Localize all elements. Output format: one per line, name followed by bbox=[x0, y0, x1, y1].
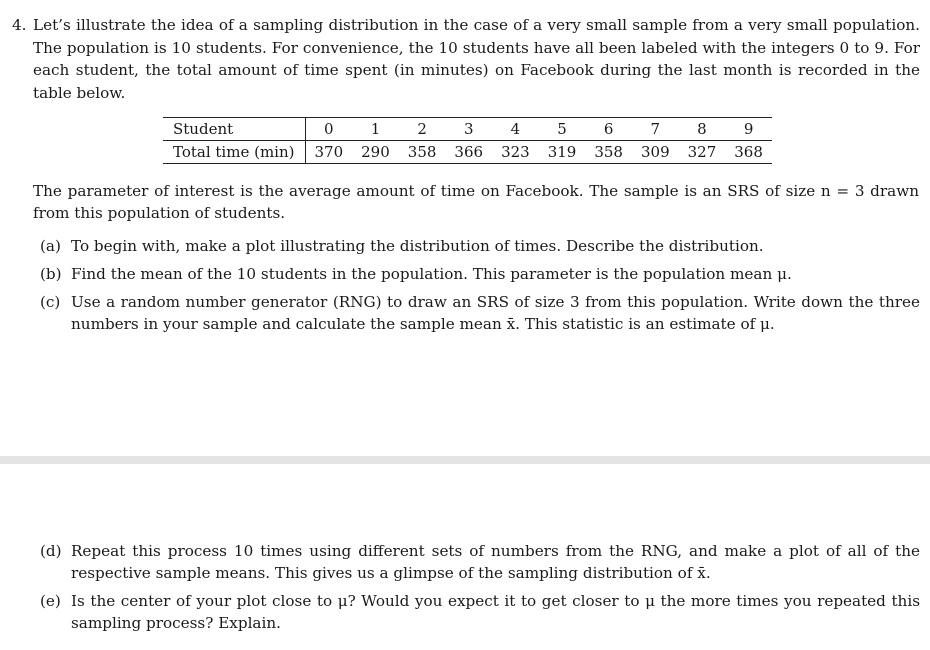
student-cell: 3 bbox=[445, 118, 492, 141]
part-label: (a) bbox=[40, 237, 61, 255]
time-cell: 319 bbox=[539, 141, 586, 164]
parameter-paragraph: The parameter of interest is the average amount of time on Facebook. The sample is an SRS of size n = 3 drawn from this population of students. bbox=[33, 182, 919, 222]
time-cell: 370 bbox=[305, 141, 352, 164]
part-label: (c) bbox=[40, 293, 61, 311]
part-label: (b) bbox=[40, 265, 62, 283]
table-row-time bbox=[163, 141, 772, 164]
student-cell: 4 bbox=[492, 118, 539, 141]
time-cell: 327 bbox=[679, 141, 726, 164]
part-text: Repeat this process 10 times using different sets of numbers from the RNG, and make a plot of all of the respective sample means. This gives us a glimpse of the sampling distribution of x̄. bbox=[71, 542, 920, 582]
student-cell: 8 bbox=[679, 118, 726, 141]
table-row-student bbox=[163, 118, 772, 141]
section-divider bbox=[0, 456, 930, 464]
student-cell: 0 bbox=[305, 118, 352, 141]
data-table bbox=[163, 117, 772, 164]
problem-number: 4. bbox=[12, 16, 27, 34]
time-cell: 290 bbox=[352, 141, 399, 164]
part-d bbox=[40, 540, 920, 584]
student-cell: 7 bbox=[632, 118, 679, 141]
time-cell: 358 bbox=[399, 141, 446, 164]
part-b bbox=[40, 263, 920, 285]
part-text: Is the center of your plot close to μ? Would you expect it to get closer to μ the more times you repeated this sampling process? Explain. bbox=[71, 592, 920, 632]
part-label: (e) bbox=[40, 592, 61, 610]
part-text: To begin with, make a plot illustrating the distribution of times. Describe the distribution. bbox=[71, 237, 764, 255]
part-label: (d) bbox=[40, 542, 62, 560]
time-cell: 358 bbox=[585, 141, 632, 164]
problem-text: Let’s illustrate the idea of a sampling distribution in the case of a very small sample from a very small population. The population is 10 students. For convenience, the 10 students have all been labeled with the integers 0 to 9. For each student, the total amount of time spent (in minutes) on Facebook during the last month is recorded in the table below. bbox=[33, 16, 920, 102]
time-cell: 368 bbox=[725, 141, 772, 164]
row-label-student: Student bbox=[163, 118, 305, 141]
student-cell: 2 bbox=[399, 118, 446, 141]
problem-statement bbox=[12, 14, 920, 104]
part-text: Find the mean of the 10 students in the population. This parameter is the population mean μ. bbox=[71, 265, 792, 283]
parts-list-bottom bbox=[40, 540, 920, 640]
student-cell: 6 bbox=[585, 118, 632, 141]
row-label-time: Total time (min) bbox=[163, 141, 305, 164]
time-cell: 366 bbox=[445, 141, 492, 164]
time-cell: 323 bbox=[492, 141, 539, 164]
student-cell: 9 bbox=[725, 118, 772, 141]
time-cell: 309 bbox=[632, 141, 679, 164]
student-cell: 5 bbox=[539, 118, 586, 141]
part-text: Use a random number generator (RNG) to draw an SRS of size 3 from this population. Write down the three numbers in your sample and calculate the sample mean x̄. This statistic is an estimate of μ. bbox=[71, 293, 920, 333]
part-c bbox=[40, 291, 920, 335]
part-a bbox=[40, 235, 920, 257]
student-cell: 1 bbox=[352, 118, 399, 141]
parts-list-top bbox=[40, 235, 920, 341]
part-e bbox=[40, 590, 920, 634]
